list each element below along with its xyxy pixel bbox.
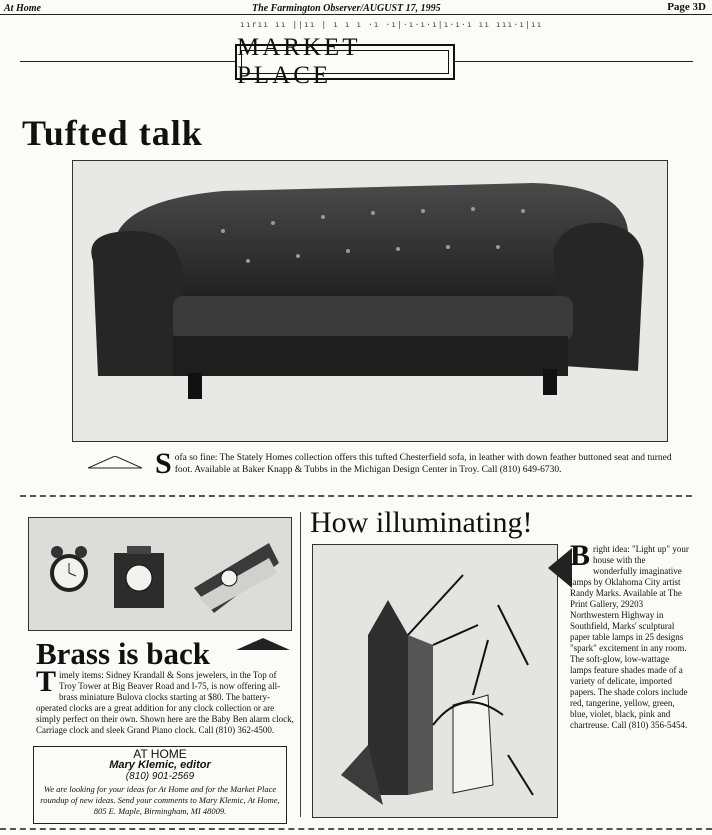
clocks-illustration [29, 518, 291, 630]
section-label: At Home [4, 3, 41, 14]
brass-dropcap: T [36, 665, 57, 698]
sofa-caption [155, 447, 675, 480]
market-place-banner [235, 34, 455, 89]
lamps-dropcap: B [570, 539, 591, 572]
lamp-arrow [548, 548, 572, 592]
caption-arrow [88, 456, 142, 470]
brass-text: imely items: Sidney Krandall & Sons jewelers, in the Top of Troy Tower at Big Beaver Road and I-75, is now offering all-brass miniature Bulova clocks starting at $80. The battery-operated clocks are a great addition for any clock collection or are simply perfect on their own. Shown here are the Baby Ben alarm clock, Carriage clock and sleek Grand Piano clock. Call (810) 362-4500. [36, 670, 294, 735]
lamps-illustration [313, 545, 557, 817]
sofa-illustration [73, 161, 667, 441]
print-noise: ıırıı ıı ||ıı | ı ı ı ·ı ·ı|·ı·ı·ı|ı·ı·ı ıı ııı·ı|ıı [240, 20, 543, 29]
section-divider [20, 495, 692, 497]
brass-arrow [236, 638, 290, 652]
sofa-photo [72, 160, 668, 442]
caption-dropcap: S [155, 447, 172, 480]
brass-title: Brass is back [36, 636, 210, 671]
lamps-body [570, 539, 690, 731]
tufted-title: Tufted talk [22, 113, 203, 153]
column-rule [300, 512, 301, 817]
footer-rule [0, 828, 712, 830]
caption-text: ofa so fine: The Stately Homes collection offers this tufted Chesterfield sofa, in leather with down feather buttoned seat and turned foot. Available at Baker Knapp & Tubbs in the Michigan Design Center in Troy. Call (810) 649-6730. [174, 453, 672, 475]
lamps-text: right idea: "Light up" your house with the wonderfully imaginative lamps by Oklahoma City artist Randy Marks. Available at The Print Gallery, 29203 Northwestern Highway in Southfield, Marks' sculptural paper table lamps in 25 designs "spark" excitement in any room. The soft-glow, low-wattage lamps feature shades made of a variety of delicate, imported papers. The shade colors include red, tangerine, yellow, green, blue, violet, black, pink and chartreuse. Call (810) 356-5454. [570, 544, 689, 730]
header-rule [0, 14, 712, 15]
at-home-heading: AT HOME [133, 747, 187, 761]
at-home-box [33, 746, 287, 824]
page-number: Page 3D [667, 1, 706, 13]
masthead: The Farmington Observer/AUGUST 17, 1995 [252, 3, 441, 14]
banner-rule-right [455, 61, 693, 62]
editor-line: Mary Klemic, editor [109, 759, 211, 771]
lamps-photo [312, 544, 558, 818]
illuminating-title: How illuminating! [310, 506, 533, 539]
clocks-photo [28, 517, 292, 631]
contact-message: We are looking for your ideas for At Home and for the Market Place roundup of new ideas. Send your comments to Mary Klemic, At Home, 805 E. Maple, Birmingham, MI 48009. [40, 784, 280, 816]
phone-line: (810) 901-2569 [125, 771, 195, 782]
banner-label: MARKET PLACE [237, 34, 361, 89]
banner-rule-left [20, 61, 235, 62]
brass-body [36, 665, 294, 736]
